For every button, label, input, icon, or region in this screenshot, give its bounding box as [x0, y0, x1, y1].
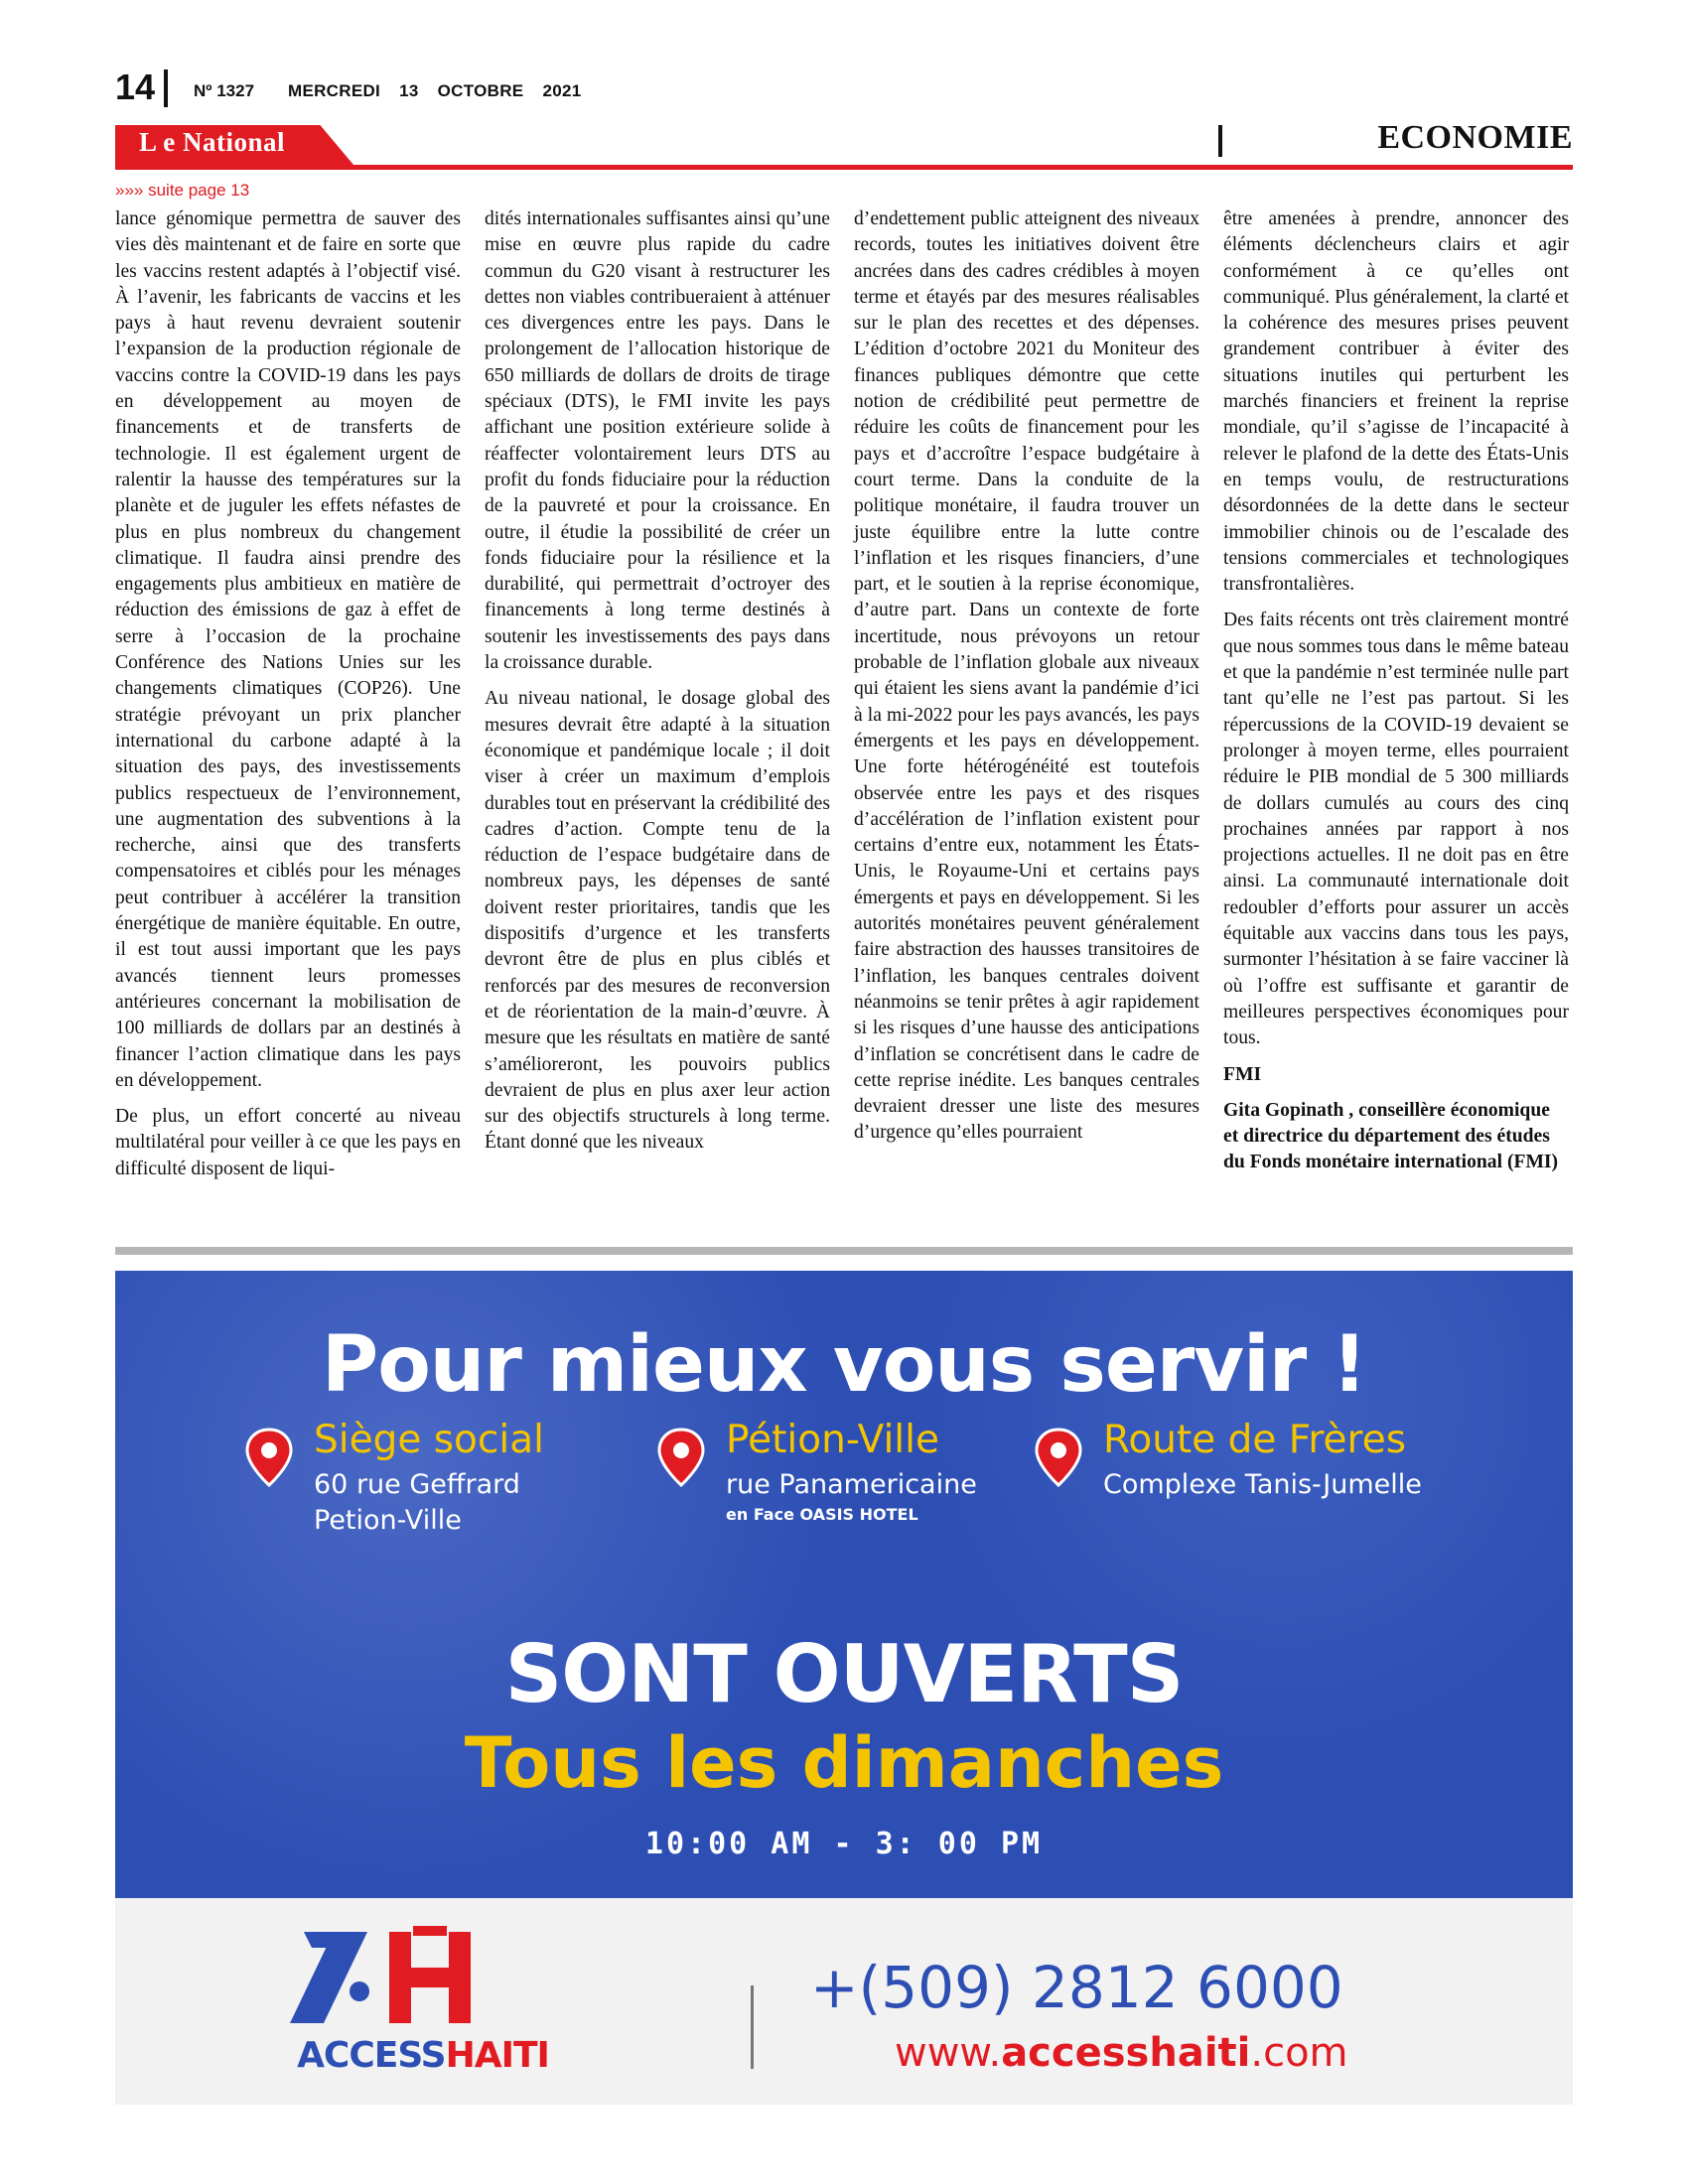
page-number: 14 — [115, 67, 156, 107]
location-title: Pétion-Ville — [726, 1418, 939, 1462]
article-paragraph: De plus, un effort concerté au niveau multilatéral pour veiller à ce que les pays en difficulté disposent de liqui- — [115, 1106, 461, 1179]
ad-headline: Pour mieux vous servir ! — [322, 1320, 1366, 1410]
header-separator — [164, 69, 168, 107]
article-paragraph: dités internationales suffisantes ainsi qu’une mise en œuvre plus rapide du cadre commun du G20 visant à restructurer les dettes non viables contribueraient à atténuer ces divergences entre les pays. Dans le prolongement de l’allocation historique de 650 milliards de dollars de droits de tirage spéciaux (DTS), le FMI invite les pays affichant une position extérieure solide à réaffecter volontairement leurs DTS au profit du fonds fiduciaire pour la réduction de la pauvreté et pour la croissance. En outre, il étudie la possibilité de créer un fonds fiduciaire pour la résilience et la durabilité, qui permettrait d’octroyer des financements à long terme destinés à soutenir les investissements des pays dans la croissance durable. — [485, 208, 830, 674]
logo-word-access: ACCESS — [297, 2035, 446, 2076]
ad-open-text: SONT OUVERTS — [504, 1628, 1184, 1720]
article-paragraph: Des faits récents ont très clairement montré que nous sommes tous dans le même bateau et que la pandémie n’est terminée nulle part tant qu’elle ne l’est pas partout. Si les répercussions de la COVID-19 devaient se prolonger à moyen terme, elles pourraient réduire le PIB mondial de 5 300 milliards de dollars cumulés au cours des cinq prochaines années par rapport à nos projections actuelles. Il ne doit pas en être ainsi. La communauté internationale doit redoubler d’efforts pour assurer un accès équitable aux vaccins dans tous les pays, surmonter l’hésitation à se faire vacciner là où l’offre est suffisante et garantir de meilleures perspectives économiques pour tous. — [1223, 610, 1569, 1049]
article-paragraph: lance génomique permettra de sauver des vies dès maintenant et de faire en sorte que les vaccins restent adaptés à l’objectif visé. À l’avenir, les fabricants de vaccins et les pays à haut revenu devraient soutenir l’expansion de la production régionale de vaccins contre la COVID-19 dans les pays en développement au moyen de financements et de transferts de technologie. Il est également urgent de ralentir la hausse des températures sur la planète et de juguler les effets néfastes de plus en plus nombreux du changement climatique. Il faudra ainsi prendre des engagements plus ambitieux en matière de réduction des émissions de gaz à effet de serre à l’occasion de la prochaine Conférence des Nations Unies sur les changements climatiques (COP26). Une stratégie prévoyant un prix plancher international du carbone adapté à la situation des pays, des investissements publics respectueux de l’environnement, une augmentation des subventions à la recherche, ainsi que des transferts compensatoires et ciblés pour les ménages peut contribuer à accélérer la transition énergétique de manière équitable. En outre, il est tout aussi important que les pays avancés tiennent leurs promesses antérieures concernant la mobilisation de 100 milliards de dollars par an destinés à financer l’action climatique dans les pays en développement. — [115, 208, 461, 1091]
location-city: Petion-Ville — [314, 1505, 462, 1536]
article-column-2 — [485, 206, 830, 1166]
location-address: rue Panamericaine — [726, 1469, 977, 1500]
article-paragraph: Au niveau national, le dosage global des mesures devrait être adapté à la situation économique et pandémique locale ; il doit viser à créer un maximum d’emplois durables tout en préservant la crédibilité des cadres d’action. Compte tenu de la réduction de l’espace budgétaire dans de nombreux pays, les dépenses de santé doivent rester prioritaires, tandis que les dispositifs d’urgence et les transferts devront être de plus en plus ciblés et renforcés par des mesures de reconversion et de réorientation de la main-d’œuvre. À mesure que les résultats en matière de santé s’amélioreront, les pouvoirs publics devraient de plus en plus axer leur action sur des objectifs structurels à long terme. Étant donné que les niveaux — [485, 688, 830, 1154]
location-address: 60 rue Geffrard — [314, 1469, 520, 1500]
ad-divider — [751, 1985, 754, 2069]
issue-date: MERCREDI 13 OCTOBRE 2021 — [288, 81, 582, 100]
ad-sundays-text: Tous les dimanches — [464, 1722, 1224, 1804]
map-pin-icon — [244, 1428, 294, 1487]
section-title: ECONOMIE — [1377, 119, 1573, 156]
signature-organization: FMI — [1223, 1063, 1262, 1085]
header-rule — [115, 165, 1573, 170]
web-suffix: .com — [1250, 2030, 1348, 2076]
ad-website-link[interactable] — [895, 2030, 1348, 2076]
issue-number: Nº 1327 — [194, 81, 255, 100]
logo-wordmark — [264, 2035, 582, 2076]
author-signature: Gita Gopinath , conseillère économique et directrice du département des études du Fonds monétaire international (FMI) — [1223, 1099, 1559, 1173]
continued-from-link[interactable]: »»» suite page 13 — [115, 181, 250, 200]
article-column-3 — [854, 206, 1199, 1157]
ad-opening-hours: 10:00 AM - 3: 00 PM — [644, 1827, 1044, 1861]
article-paragraph: être amenées à prendre, annoncer des éléments déclencheurs clairs et agir conformément à ce qu’elles ont communiqué. Plus généralement, la clarté et la cohérence des mesures prises peuvent grandement contribuer à éviter des situations inutiles qui perturbent les marchés financiers et freinent la reprise mondiale, qu’il s’agisse de l’incapacité à relever le plafond de la dette des États-Unis en temps voulu, de restructurations désordonnées de la dette dans le secteur immobilier chinois ou de l’escalade des tensions commerciales et technologiques transfrontalières. — [1223, 208, 1569, 596]
map-pin-icon — [656, 1428, 706, 1487]
article-paragraph: d’endettement public atteignent des niveaux records, toutes les initiatives doivent être ancrées dans des cadres crédibles à moyen terme et étayés par des mesures réalisables sur le plan des recettes et des dépenses. L’édition d’octobre 2021 du Moniteur des finances publiques démontre que cette notion de crédibilité peut permettre de réduire les coûts de financement pour les pays et d’accroître l’espace budgétaire à court terme. Dans la conduite de la politique monétaire, il faudra trouver un juste équilibre entre la lutte contre l’inflation et les risques financiers, d’une part, et le soutien à la reprise économique, d’autre part. Dans un contexte de forte incertitude, nous prévoyons un retour probable de l’inflation globale aux niveaux qui étaient les siens avant la pandémie d’ici à la mi-2022 pour les pays avancés, les pays émergents et les pays en développement. Une forte hétérogénéité est toutefois observée entre les pays et des risques d’accélération de l’inflation existent pour certains d’entre eux, notamment les États-Unis, le Royaume-Uni et certains pays émergents et pays en développement. Si les autorités monétaires peuvent généralement faire abstraction des hausses transitoires de l’inflation, les banques centrales doivent néanmoins se tenir prêtes à agir rapidement si les risques d’une hausse des anticipations d’inflation se concrétisent dans le cadre de cette reprise inédite. Les banques centrales devraient dresser une liste des mesures d’urgence qu’elles pourraient — [854, 208, 1199, 1144]
web-prefix: www. — [895, 2030, 1002, 2076]
section-separator — [1218, 125, 1222, 157]
ad-separator-rule — [115, 1247, 1573, 1255]
location-title: Route de Frères — [1103, 1418, 1407, 1462]
location-address: Complexe Tanis-Jumelle — [1103, 1469, 1422, 1500]
access-haiti-logo — [264, 1926, 549, 2076]
article-column-4 — [1223, 206, 1569, 1186]
logo-mark-icon — [264, 1926, 522, 2029]
newspaper-brand: L e National — [139, 127, 286, 157]
location-landmark: en Face OASIS HOTEL — [726, 1505, 918, 1524]
map-pin-icon — [1034, 1428, 1083, 1487]
location-title: Siège social — [314, 1418, 544, 1462]
ad-phone-number[interactable]: +(509) 2812 6000 — [810, 1954, 1343, 2021]
article-column-1 — [115, 206, 461, 1192]
advertisement[interactable] — [115, 1271, 1573, 2105]
web-brand: accesshaiti — [1001, 2030, 1251, 2076]
logo-word-haiti: HAITI — [445, 2035, 549, 2076]
